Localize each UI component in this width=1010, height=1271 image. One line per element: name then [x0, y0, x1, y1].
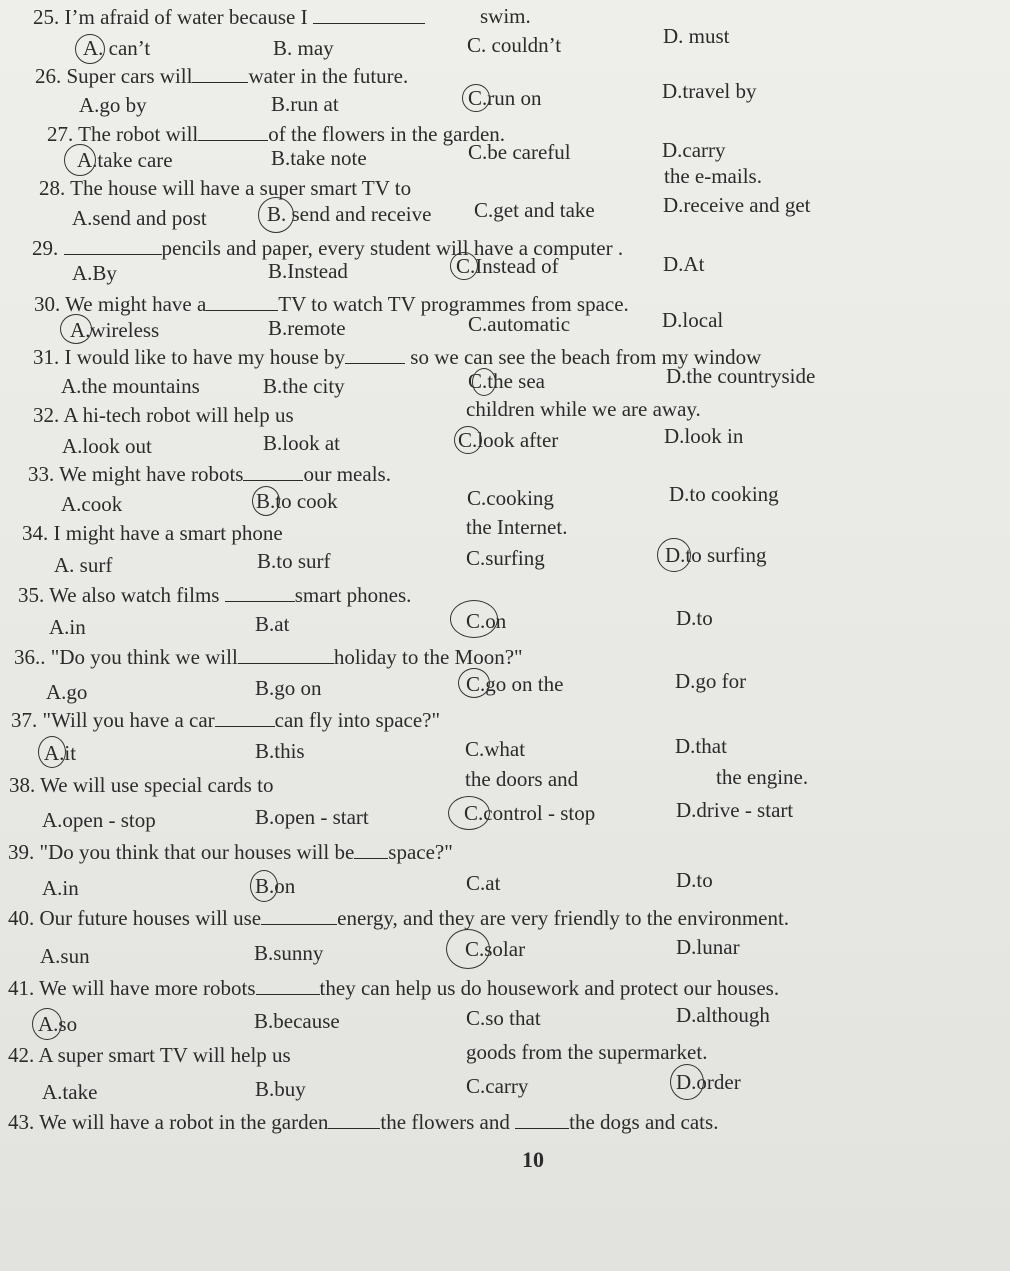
question-37-option-a: A.it — [44, 741, 77, 765]
question-29-option-b: B.Instead — [268, 259, 348, 283]
question-25-stem: 25. I’m afraid of water because I — [33, 5, 425, 29]
question-26-option-c: C.run on — [468, 86, 542, 110]
question-41-stem: 41. We will have more robots they can help us do housework and protect our houses. — [8, 976, 780, 1000]
question-36-option-a: A.go — [46, 680, 88, 704]
question-38-option-b: B.open - start — [255, 805, 369, 829]
question-42-option-d: D.order — [676, 1070, 741, 1094]
question-26-option-d: D.travel by — [662, 79, 757, 103]
question-36-option-b: B.go on — [255, 676, 322, 700]
question-26-option-a: A.go by — [79, 93, 147, 117]
question-28-stem-end: the e-mails. — [664, 164, 762, 188]
question-38-stem-middle: the doors and — [465, 767, 579, 791]
question-25-option-c: C. couldn’t — [467, 33, 562, 57]
question-37-stem: 37. "Will you have a car can fly into space?" — [11, 708, 441, 732]
question-41-option-a: A.so — [38, 1012, 78, 1036]
question-33-stem: 33. We might have robots our meals. — [28, 462, 391, 486]
question-31-stem: 31. I would like to have my house by so we can see the beach from my window — [33, 345, 762, 369]
question-40-option-d: D.lunar — [676, 935, 740, 959]
question-33-option-a: A.cook — [61, 492, 123, 516]
question-36-option-c: C.go on the — [466, 672, 564, 696]
question-34-stem-end: the Internet. — [466, 515, 568, 539]
question-27-stem: 27. The robot will of the flowers in the garden. — [47, 122, 506, 146]
question-29-option-d: D.At — [663, 252, 705, 276]
question-38-stem-end: the engine. — [716, 765, 809, 789]
question-32-option-a: A.look out — [62, 434, 152, 458]
question-31-option-d: D.the countryside — [666, 364, 816, 388]
question-29-option-c: C.Instead of — [456, 254, 559, 278]
question-34-option-d: D.to surfing — [665, 543, 767, 567]
page-number: 10 — [522, 1147, 544, 1172]
question-28-option-b: B. send and receive — [267, 202, 432, 226]
question-28-option-d: D.receive and get — [663, 193, 811, 217]
question-30-option-c: C.automatic — [468, 312, 571, 336]
question-32-option-c: C.look after — [458, 428, 559, 452]
question-36-option-d: D.go for — [675, 669, 747, 693]
question-32-option-b: B.look at — [263, 431, 340, 455]
question-35-stem: 35. We also watch films smart phones. — [18, 583, 412, 607]
question-39-option-a: A.in — [42, 876, 79, 900]
question-25-option-a: A. can’t — [83, 36, 151, 60]
question-25-stem-end: swim. — [480, 4, 531, 28]
question-27-option-c: C.be careful — [468, 140, 571, 164]
question-28-option-c: C.get and take — [474, 198, 595, 222]
question-35-option-b: B.at — [255, 612, 290, 636]
question-41-option-b: B.because — [254, 1009, 340, 1033]
question-30-stem: 30. We might have a TV to watch TV programmes from space. — [34, 292, 629, 316]
question-41-option-c: C.so that — [466, 1006, 541, 1030]
question-31-option-c: C.the sea — [468, 369, 545, 393]
question-42-option-c: C.carry — [466, 1074, 529, 1098]
question-37-option-d: D.that — [675, 734, 727, 758]
question-36-stem: 36.. "Do you think we will holiday to the Moon?" — [14, 645, 523, 669]
question-34-option-b: B.to surf — [257, 549, 331, 573]
question-27-option-b: B.take note — [271, 146, 367, 170]
question-35-option-c: C.on — [466, 609, 507, 633]
question-28-option-a: A.send and post — [72, 206, 207, 230]
question-38-stem: 38. We will use special cards to — [9, 773, 274, 797]
question-39-stem: 39. "Do you think that our houses will be space?" — [8, 840, 453, 864]
question-40-stem: 40. Our future houses will use energy, and they are very friendly to the environment. — [8, 906, 790, 930]
question-40-option-b: B.sunny — [254, 941, 324, 965]
question-41-option-d: D.although — [676, 1003, 770, 1027]
question-39-option-c: C.at — [466, 871, 501, 895]
question-34-option-a: A. surf — [54, 553, 113, 577]
question-42-option-b: B.buy — [255, 1077, 306, 1101]
question-34-stem: 34. I might have a smart phone — [22, 521, 283, 545]
question-33-option-b: B.to cook — [256, 489, 338, 513]
question-27-option-d: D.carry — [662, 138, 726, 162]
question-25-option-b: B. may — [273, 36, 334, 60]
question-43-stem: 43. We will have a robot in the garden the flowers and the dogs and cats. — [8, 1110, 719, 1134]
question-30-option-a: A.wireless — [70, 318, 160, 342]
question-33-option-d: D.to cooking — [669, 482, 779, 506]
question-40-option-c: C.solar — [465, 937, 526, 961]
question-34-option-c: C.surfing — [466, 546, 545, 570]
question-31-option-a: A.the mountains — [61, 374, 200, 398]
question-29-stem: 29. pencils and paper, every student will have a computer . — [32, 236, 624, 260]
question-26-option-b: B.run at — [271, 92, 339, 116]
question-28-stem: 28. The house will have a super smart TV to — [39, 176, 412, 200]
question-27-option-a: A.take care — [77, 148, 173, 172]
question-38-option-d: D.drive - start — [676, 798, 794, 822]
question-26-stem: 26. Super cars will water in the future. — [35, 64, 409, 88]
question-30-option-b: B.remote — [268, 316, 346, 340]
question-29-option-a: A.By — [72, 261, 117, 285]
question-39-option-b: B.on — [255, 874, 296, 898]
question-42-option-a: A.take — [42, 1080, 98, 1104]
question-35-option-a: A.in — [49, 615, 86, 639]
question-42-stem-end: goods from the supermarket. — [466, 1040, 708, 1064]
question-31-option-b: B.the city — [263, 374, 345, 398]
question-25-option-d: D. must — [663, 24, 730, 48]
question-37-option-b: B.this — [255, 739, 305, 763]
question-32-stem: 32. A hi-tech robot will help us — [33, 403, 294, 427]
question-32-stem-end: children while we are away. — [466, 397, 701, 421]
question-42-stem: 42. A super smart TV will help us — [8, 1043, 291, 1067]
question-37-option-c: C.what — [465, 737, 526, 761]
question-33-option-c: C.cooking — [467, 486, 554, 510]
question-39-option-d: D.to — [676, 868, 713, 892]
question-38-option-a: A.open - stop — [42, 808, 156, 832]
question-32-option-d: D.look in — [664, 424, 744, 448]
question-40-option-a: A.sun — [40, 944, 90, 968]
question-38-option-c: C.control - stop — [464, 801, 596, 825]
question-35-option-d: D.to — [676, 606, 713, 630]
question-30-option-d: D.local — [662, 308, 724, 332]
